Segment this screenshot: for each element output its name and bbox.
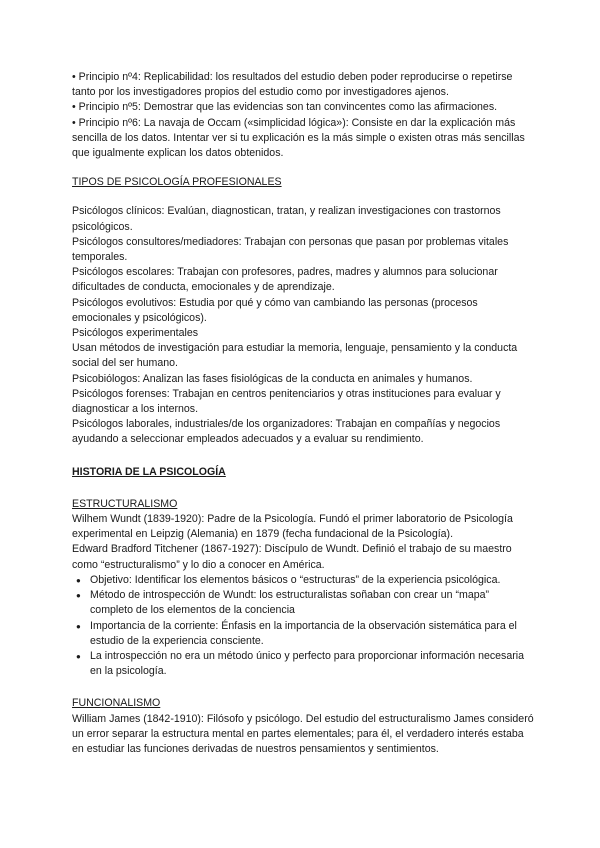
list-item: ● La introspección no era un método único y perfecto para proporcionar información necesaria en la psicología.	[90, 649, 534, 679]
principle-4: • Principio nº4: Replicabilidad: los resultados del estudio deben poder reproducirse o repetirse tanto por los investigadores propios del estudio como por investigadores ajenos.	[72, 71, 513, 99]
principle-6: • Principio nº6: La navaja de Occam («simplicidad lógica»): Consiste en dar la explicación más sencilla de los datos. Intentar ver si tu explicación es la más simple o existen otras más sencillas que igualmente explican los datos obtenidos.	[72, 116, 525, 160]
estructuralismo-bullets	[72, 573, 534, 679]
james-text: William James (1842-1910): Filósofo y psicólogo. Del estudio del estructuralismo James consideró un error separar la estructura mental en partes elementales; para él, el verdadero interés estaba en estudiar las funciones derivadas de nuestros pensamientos y sentimientos.	[72, 712, 534, 755]
tipo-psicobiologos: Psicobiólogos: Analizan las fases fisiológicas de la conducta en animales y humanos.	[72, 372, 473, 385]
historia-heading: HISTORIA DE LA PSICOLOGÍA	[72, 465, 226, 478]
document-page	[72, 70, 534, 757]
tipo-consultores: Psicólogos consultores/mediadores: Trabajan con personas que pasan por problemas vitales temporales.	[72, 235, 509, 264]
funcionalismo-heading: FUNCIONALISMO	[72, 697, 161, 710]
principle-5: • Principio nº5: Demostrar que las evidencias son tan convincentes como las afirmaciones.	[72, 101, 498, 114]
tipos-list	[72, 204, 534, 447]
tipos-heading: TIPOS DE PSICOLOGÍA PROFESIONALES	[72, 176, 282, 189]
tipo-escolares: Psicólogos escolares: Trabajan con profesores, padres, madres y alumnos para solucionar dificultades de conducta, emocionales y de aprendizaje.	[72, 266, 498, 294]
tipo-experimentales-desc: Usan métodos de investigación para estudiar la memoria, lenguaje, pensamiento y la conducta social del ser humano.	[72, 342, 518, 370]
titchener-text: Edward Bradford Titchener (1867-1927): Discípulo de Wundt. Definió el trabajo de su maestro como “estructuralismo” y lo dio a conocer en América.	[72, 543, 512, 571]
list-item: ● Importancia de la corriente: Énfasis en la importancia de la observación sistemática para el estudio de la experiencia consciente.	[90, 619, 534, 649]
estructuralismo-heading: ESTRUCTURALISMO	[72, 497, 178, 510]
tipo-laborales: Psicólogos laborales, industriales/de los organizadores: Trabajan en compañías y negocios ayudando a seleccionar empleados adecuados y a evaluar su rendimiento.	[72, 418, 501, 446]
list-item: ● Objetivo: Identificar los elementos básicos o “estructuras” de la experiencia psicológica.	[90, 573, 534, 588]
list-item: ● Método de introspección de Wundt: los estructuralistas soñaban con crear un “mapa” completo de los elementos de la conciencia	[90, 588, 534, 618]
tipo-experimentales: Psicólogos experimentales	[72, 327, 199, 340]
wundt-text: Wilhem Wundt (1839-1920): Padre de la Psicología. Fundó el primer laboratorio de Psicología experimental en Leipzig (Alemania) en 1879 (fecha fundacional de la Psicología).	[72, 513, 513, 541]
tipo-forenses: Psicólogos forenses: Trabajan en centros penitenciarios y otras instituciones para evaluar y diagnosticar a los internos.	[72, 387, 501, 416]
tipo-evolutivos: Psicólogos evolutivos: Estudia por qué y cómo van cambiando las personas (procesos emocionales y psicológicos).	[72, 296, 478, 324]
tipo-clinicos: Psicólogos clínicos: Evalúan, diagnostican, tratan, y realizan investigaciones con trastornos psicológicos.	[72, 205, 501, 233]
